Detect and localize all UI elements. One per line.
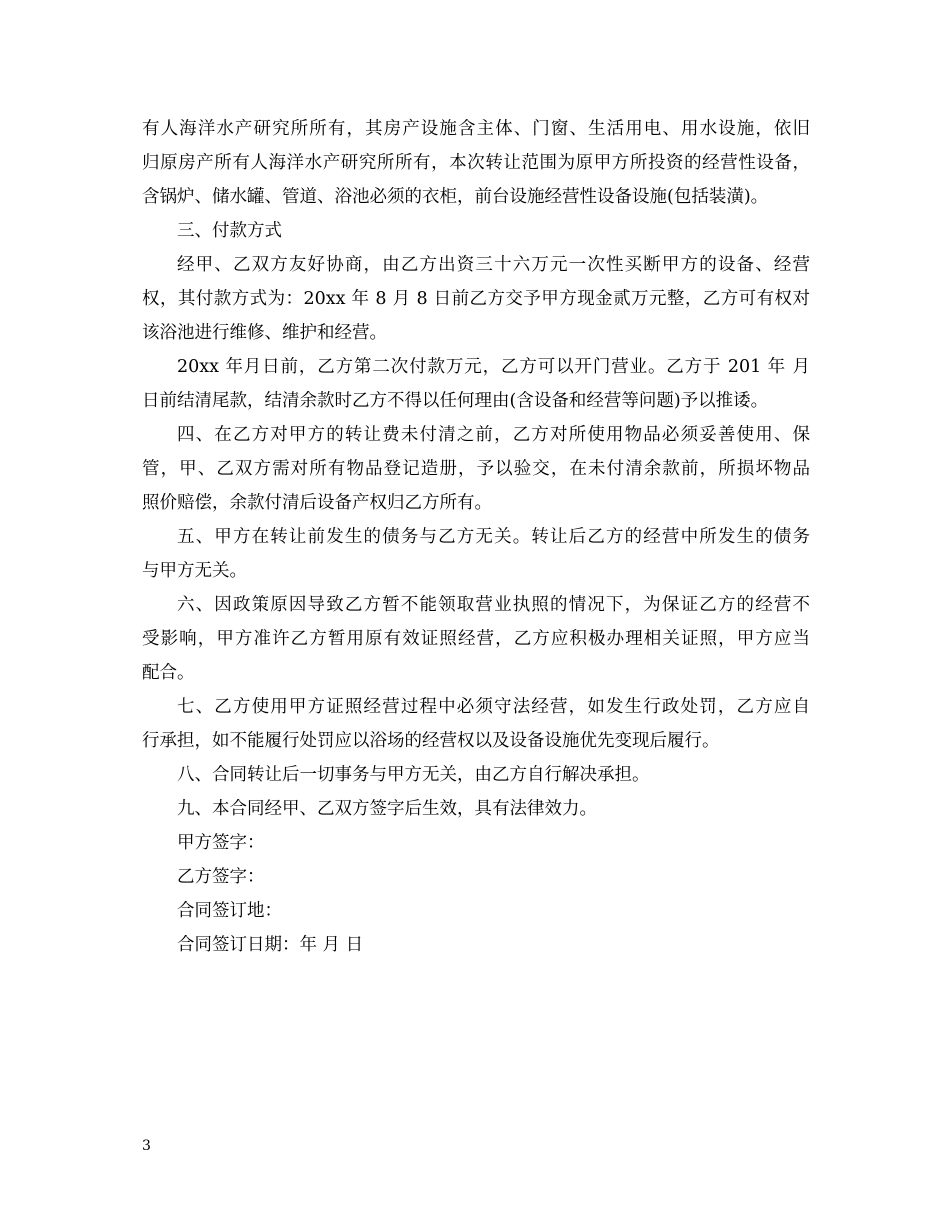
text-line: 有人海洋水产研究所所有，其房产设施含主体、门窗、生活用电、用水设施，依旧: [142, 119, 810, 139]
text-line: 日前结清尾款，结清余款时乙方不得以任何理由(含设备和经营等问题)予以推诿。: [142, 391, 769, 411]
text-line: 权，其付款方式为：20xx 年 8 月 8 日前乙方交予甲方现金贰万元整，乙方可有权对: [142, 289, 810, 309]
text-line: 受影响，甲方准许乙方暂用原有效证照经营，乙方应积极办理相关证照，甲方应当: [142, 629, 810, 649]
text-line: 20xx 年月日前，乙方第二次付款万元，乙方可以开门营业。乙方于 201 年 月: [177, 357, 810, 377]
clause-eight: 八、合同转让后一切事务与甲方无关，由乙方自行解决承担。: [177, 765, 650, 785]
text-line: 照价赔偿，余款付清后设备产权归乙方所有。: [142, 493, 492, 513]
text-line: 配合。: [142, 663, 195, 683]
text-line: 含锅炉、储水罐、管道、浴池必须的衣柜，前台设施经营性设备设施(包括装潢)。: [142, 187, 769, 207]
clause-nine: 九、本合同经甲、乙双方签字后生效，具有法律效力。: [177, 799, 597, 819]
clause-five: 五、甲方在转让前发生的债务与乙方无关。转让后乙方的经营中所发生的债务: [177, 527, 810, 547]
text-line: 归原房产所有人海洋水产研究所所有，本次转让范围为原甲方所投资的经营性设备，: [142, 153, 810, 173]
clause-six: 六、因政策原因导致乙方暂不能领取营业执照的情况下，为保证乙方的经营不: [177, 595, 810, 615]
signing-date-label: 合同签订日期：年 月 日: [177, 935, 364, 955]
clause-four: 四、在乙方对甲方的转让费未付清之前，乙方对所使用物品必须妥善使用、保: [177, 425, 810, 445]
clause-seven: 七、乙方使用甲方证照经营过程中必须守法经营，如发生行政处罚，乙方应自: [177, 697, 810, 717]
signing-place-label: 合同签订地：: [177, 901, 282, 921]
page-number: 3: [142, 1138, 151, 1154]
document-body: [142, 112, 810, 962]
text-line: 管，甲、乙双方需对所有物品登记造册，予以验交，在未付清余款前，所损坏物品: [142, 459, 810, 479]
party-b-signature-label: 乙方签字：: [177, 867, 265, 887]
text-line: 与甲方无关。: [142, 561, 247, 581]
text-line: 行承担，如不能履行处罚应以浴场的经营权以及设备设施优先变现后履行。: [142, 731, 720, 751]
party-a-signature-label: 甲方签字：: [177, 833, 265, 853]
text-line: 该浴池进行维修、维护和经营。: [142, 323, 387, 343]
text-line: 经甲、乙双方友好协商，由乙方出资三十六万元一次性买断甲方的设备、经营: [177, 255, 810, 275]
section-heading: 三、付款方式: [177, 221, 282, 241]
